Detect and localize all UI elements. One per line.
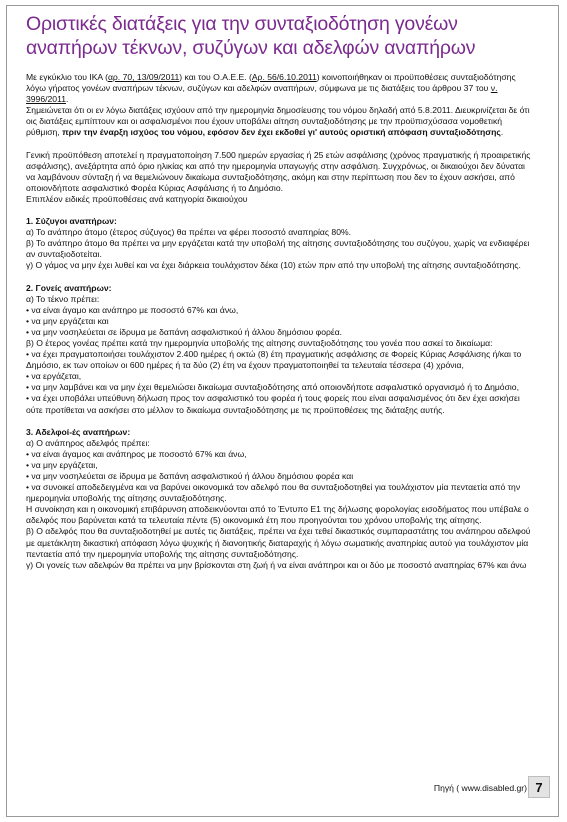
source-credit: Πηγή ( www.disabled.gr)	[433, 783, 527, 793]
law-link[interactable]: ν. 3996/2011	[26, 83, 498, 105]
article-body	[26, 72, 532, 571]
section2-line: β) Ο έτερος γονέας πρέπει κατά την ημερομηνία υποβολής της αίτησης συνταξιοδότησης του γονέα που ασκεί το δικαίωμα:	[26, 337, 493, 348]
section-heading-spouses: 1. Σύζυγοι αναπήρων:	[26, 216, 117, 227]
section3-line: • να είναι άγαμος και ανάπηρος με ποσοστό 67% και άνω,	[26, 448, 247, 459]
section2-line: α) Το τέκνο πρέπει:	[26, 293, 100, 304]
section3-line: α) Ο ανάπηρος αδελφός πρέπει:	[26, 437, 150, 448]
section2-line: • να έχει υποβάλει υπεύθυνη δήλωση προς τον ασφαλιστικό του φορέα ή τους φορείς που είναι ασφαλισμένος ότι δεν έχει ασκήσει ούτε προτίθεται να ασκήσει στο μέλλον το δικαίωμα συνταξιοδότησης με τις προϋποθέσεις της διάταξης αυτής.	[26, 393, 520, 415]
intro-paragraph-2	[26, 105, 532, 138]
section-heading-parents: 2. Γονείς αναπήρων:	[26, 282, 112, 293]
section1-line: α) Το ανάπηρο άτομο (έτερος σύζυγος) θα πρέπει να φέρει ποσοστό αναπηρίας 80%.	[26, 227, 352, 238]
page-number: 7	[528, 776, 550, 798]
section-heading-siblings: 3. Αδελφοί-ές αναπήρων:	[26, 426, 131, 437]
section3-line: • να συνοικεί αποδεδειγμένα και να βαρύνει οικονομικά τον αδελφό που θα συνταξιοδοτηθεί για τουλάχιστον μία πενταετία από την ημερομηνία υποβολής της αίτησης συνταξιοδότησης.	[26, 482, 521, 504]
intro-text-3: ) κοινοποιήθηκαν οι προϋποθέσεις συνταξιοδότησης λόγω γήρατος γονέων αναπήρων τέκνων, συζύγων και αδελφών αναπήρων, σύμφωνα με τις διατάξεις του άρθρου 37 του	[26, 72, 516, 94]
section2-line: • να μην νοσηλεύεται σε ίδρυμα με δαπάνη ασφαλιστικού ή άλλου δημόσιου φορέα.	[26, 326, 343, 337]
section3-line: Η συνοίκηση και η οικονομική επιβάρυνση αποδεικνύονται από το Έντυπο Ε1 της δήλωσης φορολογίας εισοδήματος που υπέβαλε ο αδελφός που βαρύνεται κατά τα τελευταία πέντε (5) οικονομικά έτη που προηγούνται του χρόνου υποβολής της αίτησης.	[26, 504, 529, 526]
section3-line: β) Ο αδελφός που θα συνταξιοδοτηθεί με αυτές τις διατάξεις, πρέπει να έχει τεθεί δικαστικός συμπαραστάτης του ανάπηρου αδελφού με αμετάκλητη δικαστική απόφαση λόγω ψυχικής ή διανοητικής διαταραχής ή λόγω σωματικής αναπηρίας αυτού για τουλάχιστον μία πενταετία από την ημερομηνία υποβολής της αίτησης συνταξιοδότησης.	[26, 526, 531, 559]
section2-line: • να μην εργάζεται και	[26, 315, 109, 326]
section2-line: • να μην λαμβάνει και να μην έχει θεμελιώσει δικαίωμα συνταξιοδότησης από οποιονδήποτε ασφαλιστικό οργανισμό ή το Δημόσιο,	[26, 382, 519, 393]
section3-line: • να μην νοσηλεύεται σε ίδρυμα με δαπάνη ασφαλιστικού ή άλλου δημόσιου φορέα και	[26, 471, 354, 481]
section3-line: • να μην εργάζεται,	[26, 459, 98, 470]
intro-text-6: .	[500, 127, 504, 138]
intro-paragraph	[26, 72, 532, 105]
intro-text-5: Σημειώνεται ότι οι εν λόγω διατάξεις ισχύουν από την ημερομηνία δημοσίευσης του νόμου δηλαδή από 5.8.2011. Διευκρινίζεται δε ότι οις διατάξεις εμπίπτουν και οι ασφαλισμένοι που έχουν υποβάλει αίτηση συνταξιοδότησης με την προϋπισχύσασα νομοθετική ρύθμιση,	[26, 105, 530, 138]
section2-line: • να έχει πραγματοποιήσει τουλάχιστον 2.400 ημέρες ή οκτώ (8) έτη πραγματικής ασφάλισης σε Φορείς Κύριας Ασφάλισης ή/και το Δημόσιο, εκ των οποίων οι 600 ημέρες ή τα δύο (2) έτη να έχουν πραγματοποιηθεί τα τελευταία τέσσερα (4) χρόνια,	[26, 349, 522, 371]
section2-line: • να είναι άγαμο και ανάπηρο με ποσοστό 67% και άνω,	[26, 304, 239, 315]
section3-line: γ) Οι γονείς των αδελφών θα πρέπει να μην βρίσκονται στη ζωή ή να είναι ανάπηροι και οι δύο με ποσοστό αναπηρίας 67% και άνω	[26, 559, 527, 570]
intro-text-4: .	[66, 94, 69, 105]
oaee-circular-link[interactable]: Αρ. 56/6.10.2011	[251, 72, 317, 82]
section1-line: γ) Ο γάμος να μην έχει λυθεί και να έχει διάρκεια τουλάχιστον δέκα (10) ετών πριν από την υποβολή της αίτησης συνταξιοδότησης.	[26, 260, 521, 271]
intro-text-2: ) και του Ο.Α.Ε.Ε. (	[179, 72, 252, 82]
section1-line: β) Το ανάπηρο άτομο θα πρέπει να μην εργάζεται κατά την υποβολή της αίτησης συνταξιοδότησης του συζύγου, χωρίς να ενδιαφέρει αν συνταξιοδοτείται.	[26, 238, 530, 260]
intro-text-1: Με εγκύκλιο του ΙΚΑ (	[26, 72, 108, 82]
special-requirements-intro: Επιπλέον ειδικές προϋποθέσεις ανά κατηγορία δικαιούχου	[26, 193, 248, 204]
ika-circular-link[interactable]: αρ. 70, 13/09/2011	[107, 72, 180, 82]
intro-bold-text: πριν την έναρξη ισχύος του νόμου, εφόσον δεν έχει εκδοθεί γι' αυτούς οριστική απόφαση συνταξιοδότησης	[62, 127, 501, 138]
general-requirement: Γενική προϋπόθεση αποτελεί η πραγματοποίηση 7.500 ημερών εργασίας ή 25 ετών ασφάλισης (χρόνος πραγματικής ή προαιρετικής ασφάλισης), ανεξάρτητα από όριο ηλικίας και από την ημερομηνία υπαγωγής στην ασφάλιση. Συγχρόνως, οι δικαιούχοι δεν δύναται να λαμβάνουν σύνταξη ή να θεμελιώνουν δικαίωμα συνταξιοδότησης, ακόμη και στην περίπτωση που δεν το έχουν ασκήσει, από οποιονδήποτε ασφαλιστικό Φορέα Κύριας Ασφάλισης ή το Δημόσιο.	[26, 149, 531, 193]
section2-line: • να εργάζεται,	[26, 371, 82, 382]
page-title: Οριστικές διατάξεις για την συνταξιοδότηση γονέων αναπήρων τέκνων, συζύγων και αδελφών αναπήρων	[26, 13, 476, 59]
